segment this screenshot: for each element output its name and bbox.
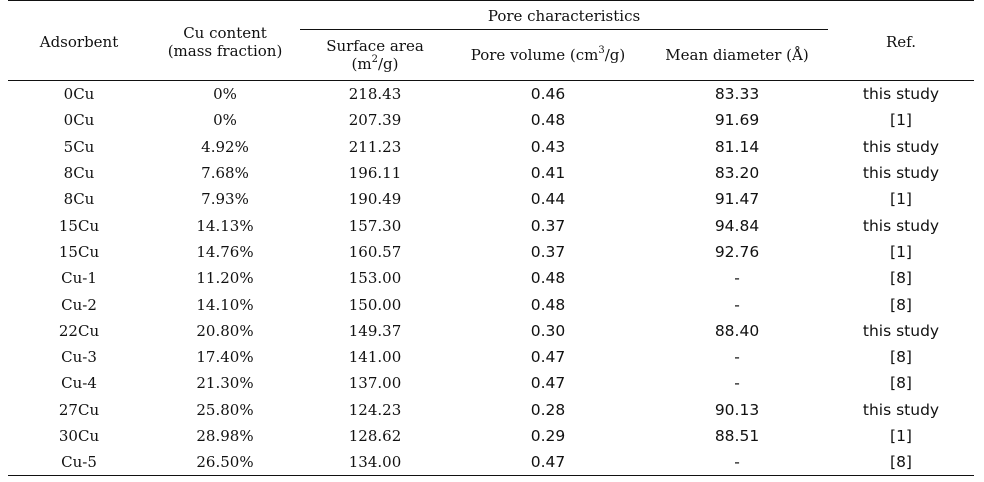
cell-ref: [8] <box>890 295 912 314</box>
cell-cu-content: 28.98% <box>196 427 254 445</box>
cell-mean-diameter: - <box>734 348 740 367</box>
cell-pore-volume: 0.48 <box>530 111 566 130</box>
table-row <box>8 81 974 108</box>
cell-ref: this study <box>862 321 940 340</box>
cell-pore-volume: 0.48 <box>530 295 566 314</box>
cell-adsorbent: Cu-1 <box>61 269 97 288</box>
cell-mean-diameter: 90.13 <box>714 400 760 419</box>
cell-adsorbent: 15Cu <box>58 216 100 235</box>
cell-pore-volume: 0.29 <box>530 427 566 445</box>
cell-mean-diameter: 91.69 <box>714 111 760 130</box>
cell-ref: [1] <box>890 111 912 130</box>
cell-mean-diameter: 88.40 <box>714 321 760 340</box>
cell-mean-diameter: 91.47 <box>714 190 760 209</box>
table-body <box>8 81 974 476</box>
cell-adsorbent: 8Cu <box>63 164 95 183</box>
cell-adsorbent: 27Cu <box>58 400 100 419</box>
header-cu-content-line2: (mass fraction) <box>167 41 283 60</box>
cell-cu-content: 14.10% <box>196 295 254 314</box>
cell-surface-area: 196.11 <box>348 164 402 183</box>
cell-adsorbent: 22Cu <box>58 321 100 340</box>
table-row <box>8 370 974 396</box>
cell-cu-content: 26.50% <box>150 449 300 476</box>
pore-characteristics-table <box>8 0 974 476</box>
cell-mean-diameter: 92.76 <box>714 242 760 261</box>
cell-pore-volume: 0.30 <box>530 321 566 340</box>
table-header <box>8 1 974 81</box>
pore-characteristics-table-wrapper <box>8 0 974 476</box>
cell-surface-area: 150.00 <box>348 295 402 314</box>
cell-surface-area: 207.39 <box>348 111 402 130</box>
cell-mean-diameter: 88.51 <box>714 427 760 445</box>
cell-mean-diameter: 83.33 <box>714 85 760 104</box>
cell-ref: [8] <box>828 449 974 476</box>
cell-cu-content: 4.92% <box>201 137 249 156</box>
table-row <box>8 239 974 265</box>
cell-mean-diameter: 83.20 <box>714 164 760 183</box>
table-row <box>8 134 974 160</box>
cell-mean-diameter: 94.84 <box>714 216 760 235</box>
cell-cu-content: 25.80% <box>196 400 254 419</box>
cell-pore-volume: 0.37 <box>530 216 566 235</box>
cell-ref: this study <box>862 216 940 235</box>
header-pore-characteristics <box>300 1 828 30</box>
cell-surface-area: 211.23 <box>348 137 402 156</box>
table-row <box>8 291 974 317</box>
header-cu-content <box>150 1 300 81</box>
cell-pore-volume: 0.48 <box>530 269 566 288</box>
cell-mean-diameter: - <box>734 269 740 288</box>
table-row <box>8 160 974 186</box>
header-surface-area-line1: Surface area <box>326 37 424 55</box>
cell-adsorbent: Cu-4 <box>61 374 97 393</box>
table-row <box>8 212 974 238</box>
cell-surface-area: 190.49 <box>348 190 402 209</box>
header-surface-area-unit-sup: 2 <box>371 54 378 65</box>
cell-ref: [8] <box>890 348 912 367</box>
table-row <box>8 397 974 423</box>
cell-pore-volume: 0.44 <box>530 190 566 209</box>
cell-surface-area: 157.30 <box>348 216 402 235</box>
cell-cu-content: 7.68% <box>201 164 249 183</box>
cell-cu-content: 21.30% <box>196 374 254 393</box>
cell-pore-volume: 0.41 <box>530 164 566 183</box>
header-surface-area-unit-pre: (m <box>351 55 372 73</box>
cell-adsorbent: 8Cu <box>63 190 95 209</box>
cell-cu-content: 11.20% <box>196 269 254 288</box>
header-adsorbent <box>8 1 150 81</box>
cell-ref: [1] <box>890 427 912 445</box>
cell-pore-volume: 0.43 <box>530 137 566 156</box>
cell-surface-area: 153.00 <box>348 269 402 288</box>
cell-mean-diameter: 81.14 <box>714 137 760 156</box>
cell-pore-volume: 0.47 <box>530 348 566 367</box>
cell-ref: this study <box>862 137 940 156</box>
header-pore-volume-sup: 3 <box>598 45 605 56</box>
header-surface-area-unit-post: /g) <box>377 55 399 73</box>
cell-ref: this study <box>862 400 940 419</box>
cell-cu-content: 14.13% <box>196 216 254 235</box>
cell-surface-area: 149.37 <box>348 321 402 340</box>
table-row <box>8 344 974 370</box>
cell-cu-content: 20.80% <box>196 321 254 340</box>
cell-surface-area: 134.00 <box>300 449 450 476</box>
header-ref-label: Ref. <box>886 32 916 51</box>
header-pore-volume <box>450 30 646 81</box>
cell-adsorbent: 15Cu <box>58 242 100 261</box>
cell-surface-area: 160.57 <box>348 242 402 261</box>
table-row <box>8 186 974 212</box>
cell-surface-area: 124.23 <box>348 400 402 419</box>
header-cu-content-line1: Cu content <box>183 23 267 42</box>
cell-adsorbent: Cu-2 <box>61 295 97 314</box>
cell-adsorbent: 0Cu <box>63 111 95 130</box>
table-row <box>8 449 974 476</box>
header-pore-volume-pre: Pore volume (cm <box>470 46 599 64</box>
cell-cu-content: 0% <box>213 85 237 104</box>
cell-pore-volume: 0.37 <box>530 242 566 261</box>
header-mean-diameter-label: Mean diameter (Å) <box>665 46 809 64</box>
cell-cu-content: 0% <box>213 111 237 130</box>
cell-pore-volume: 0.28 <box>530 400 566 419</box>
cell-adsorbent: 30Cu <box>58 427 100 445</box>
cell-mean-diameter: - <box>646 449 828 476</box>
cell-pore-volume: 0.47 <box>450 449 646 476</box>
table-row <box>8 107 974 133</box>
header-mean-diameter <box>646 30 828 81</box>
cell-adsorbent: 0Cu <box>63 85 95 104</box>
cell-ref: [1] <box>890 242 912 261</box>
cell-ref: [1] <box>890 190 912 209</box>
cell-pore-volume: 0.46 <box>530 85 566 104</box>
header-ref <box>828 1 974 81</box>
cell-ref: this study <box>862 164 940 183</box>
header-pore-volume-post: /g) <box>604 46 626 64</box>
cell-ref: [8] <box>890 269 912 288</box>
cell-mean-diameter: - <box>734 374 740 393</box>
cell-surface-area: 128.62 <box>348 427 402 445</box>
header-surface-area <box>300 30 450 81</box>
cell-cu-content: 17.40% <box>196 348 254 367</box>
table-row <box>8 423 974 449</box>
cell-surface-area: 218.43 <box>348 85 402 104</box>
cell-ref: [8] <box>890 374 912 393</box>
cell-adsorbent: 5Cu <box>63 137 95 156</box>
cell-cu-content: 14.76% <box>196 242 254 261</box>
table-row <box>8 318 974 344</box>
header-adsorbent-label: Adsorbent <box>39 32 119 51</box>
cell-cu-content: 7.93% <box>201 190 249 209</box>
cell-surface-area: 137.00 <box>348 374 402 393</box>
cell-mean-diameter: - <box>734 295 740 314</box>
cell-surface-area: 141.00 <box>348 348 402 367</box>
cell-adsorbent: Cu-5 <box>8 449 150 476</box>
table-row <box>8 265 974 291</box>
cell-adsorbent: Cu-3 <box>61 348 97 367</box>
cell-ref: this study <box>862 85 940 104</box>
header-pore-characteristics-label: Pore characteristics <box>487 7 641 25</box>
cell-pore-volume: 0.47 <box>530 374 566 393</box>
